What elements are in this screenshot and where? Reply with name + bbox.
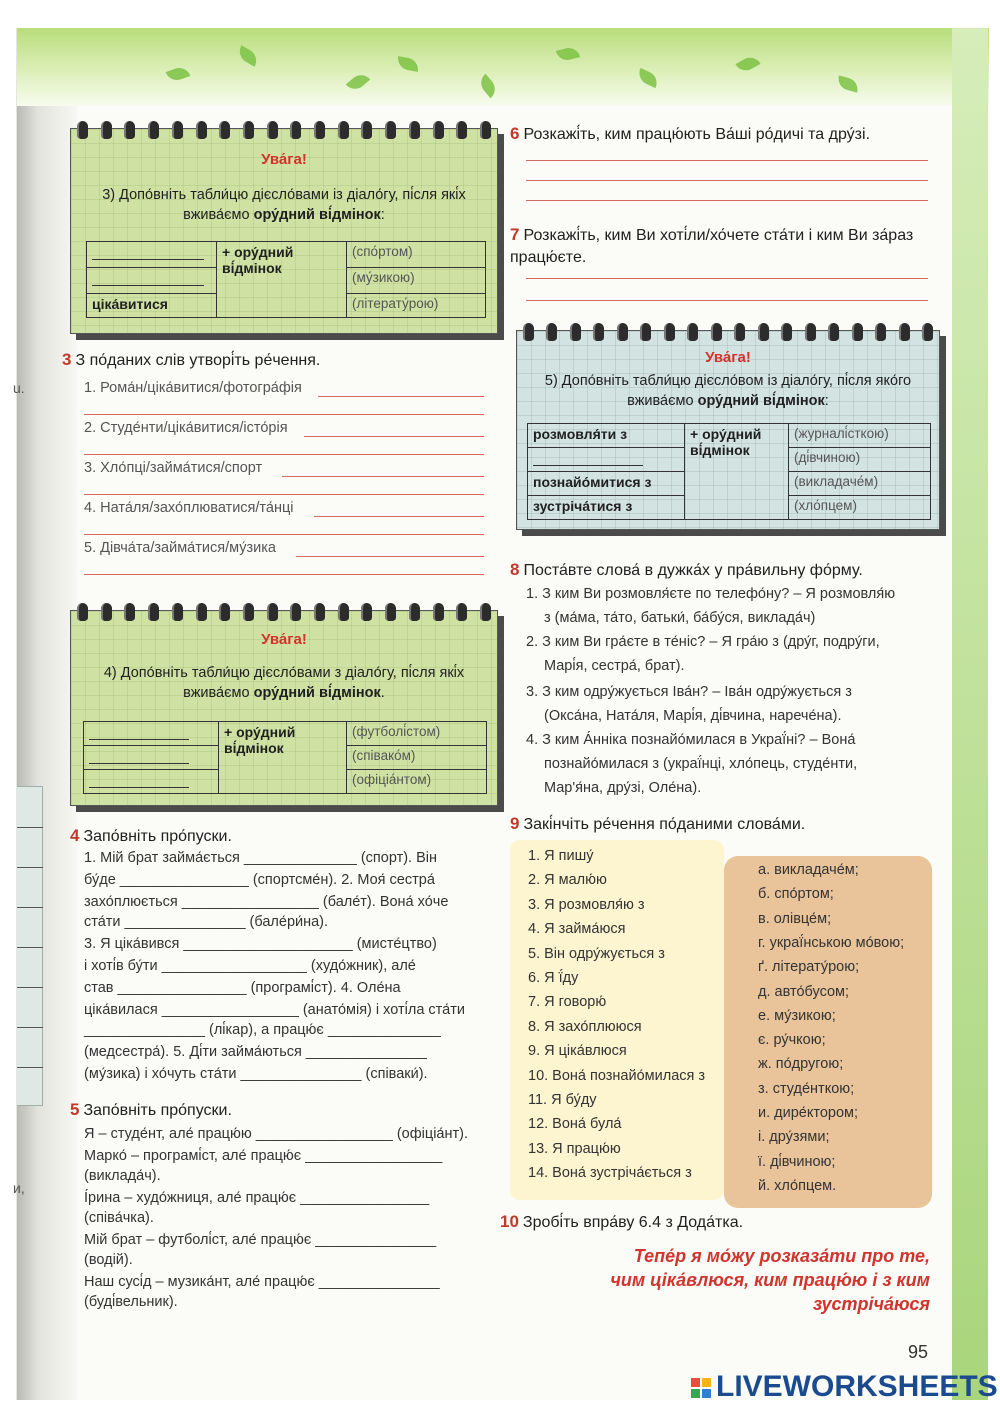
text-line: 3. З ким одру́жується Іва́н? – Іва́н одру́жується з <box>526 684 852 700</box>
paren-word: (офіціа́нтом) <box>347 770 487 794</box>
paren-word: (ді́вчиною) <box>789 448 931 472</box>
leaf-banner <box>17 28 989 106</box>
paren-word: (журналі́сткою) <box>789 424 931 448</box>
section-6-title: 6 Розкажі́ть, ким працю́ють Ва́ші ро́дичі та дру́зі. <box>510 124 871 143</box>
sentence-start: 4. Я займа́юся <box>528 921 626 938</box>
sentence-start: 8. Я захо́плююся <box>528 1018 642 1035</box>
text-line: (співа́чка). <box>84 1210 154 1226</box>
text-line: Марі́я, сестра́, брат). <box>544 658 685 674</box>
margin-fragment: u. <box>13 380 25 396</box>
attention-label: Ува́га! <box>261 631 307 648</box>
case-header: + ору́дний ві́дмінок <box>685 424 789 520</box>
text-line: 3. Я ціка́вився _____________________ (мисте́цтво) <box>84 936 437 952</box>
verb-cell: розмовля́ти з <box>528 424 685 448</box>
text-line: ціка́вилася _________________ (анато́мія) і хоті́ла ста́ти <box>84 1002 465 1018</box>
sentence-start: 7. Я говорю́ <box>528 994 607 1011</box>
text-line: 1. Мій брат займа́ється ______________ (спорт). Він <box>84 850 437 866</box>
answer-option: б. спо́ртом; <box>758 886 834 903</box>
box-instruction: 3) Допо́вніть табли́цю дієсло́вами із діало́гу, пі́сля які́х вжива́ємо ору́дний ві́дмінок: <box>102 187 466 223</box>
sentence-start: 12. Вона́ була́ <box>528 1116 622 1133</box>
attention-box-4 <box>70 610 498 806</box>
answer-option: ж. по́другою; <box>758 1056 844 1073</box>
paren-word: (спо́ртом) <box>347 242 486 268</box>
sentence-start: 5. Він одру́жується з <box>528 945 665 962</box>
text-line: і хоті́в бу́ти __________________ (худо́жник), але́ <box>84 958 416 974</box>
sentence-start: 13. Я працю́ю <box>528 1140 621 1157</box>
margin-fragment: и, <box>13 1180 25 1196</box>
text-line: бу́де ________________ (спортсме́н). 2. Моя́ сестра́ <box>84 872 435 888</box>
text-line: Мар'я́на, дру́зі, Оле́на). <box>544 780 702 796</box>
paren-word: (хло́пцем) <box>789 496 931 520</box>
text-line: з (ма́ма, та́то, батьки́, ба́бу́ся, виклада́ч) <box>544 610 816 626</box>
adjacent-page-card <box>17 786 43 1106</box>
text-line: (медсестра́). 5. Ді́ти займа́ються _______________ <box>84 1044 427 1060</box>
green-page-edge <box>952 28 988 1400</box>
conclusion-text: Тепе́р я мо́жу розказа́ти про те, чим ціка́влюся, ким працю́ю і з ким зустріча́юся <box>610 1246 930 1314</box>
list-item: 4. Ната́ля/захо́плюватися/та́нці <box>84 500 294 516</box>
answer-option: з. студе́нткою; <box>758 1080 855 1097</box>
text-line: Мій брат – футболі́ст, але́ працю́є _______________ <box>84 1232 437 1248</box>
sentence-start: 3. Я розмовля́ю з <box>528 896 645 913</box>
box-instruction: 4) Допо́вніть табли́цю дієсло́вами з діало́гу, пі́сля які́х вжива́ємо ору́дний ві́дмінок. <box>103 665 465 701</box>
paren-word: (футболі́стом) <box>347 722 487 746</box>
book-spine-shadow <box>17 28 77 1400</box>
liveworksheets-logo[interactable]: LIVEWORKSHEETS <box>690 1370 998 1404</box>
spiral-rings <box>77 121 491 141</box>
verb-table <box>86 241 486 318</box>
section-10-title: 10 Зробі́ть впра́ву 6.4 з Дода́тка. <box>500 1212 744 1231</box>
attention-box-3 <box>70 128 498 334</box>
text-line: Наш сусі́д – музика́нт, але́ працю́є _______________ <box>84 1274 440 1290</box>
paren-word: (му́зикою) <box>347 268 486 294</box>
case-header: + ору́дний ві́дмінок <box>219 722 347 794</box>
text-line: 4. З ким А́нніка познайо́милася в Украї́ні? – Вона́ <box>526 732 856 748</box>
answer-option: й. хло́пцем. <box>758 1177 837 1194</box>
answer-option: д. авто́бусом; <box>758 983 850 1000</box>
section-5-title: 5 Запо́вніть про́пуски. <box>70 1100 232 1119</box>
list-item: 2. Студе́нти/ціка́витися/істо́рія <box>84 420 288 436</box>
paren-word: (літерату́рою) <box>347 294 486 318</box>
text-line: Я – студе́нт, але́ працю́ю _________________ (офіціа́нт). <box>84 1126 468 1142</box>
text-line: І́рина – худо́жниця, але́ працю́є ________________ <box>84 1190 430 1206</box>
section-3-title: 3 З по́даних слів утворі́ть ре́чення. <box>62 350 321 369</box>
answer-option: ї. ді́вчиною; <box>758 1153 836 1170</box>
section-9-title: 9 Закі́нчіть ре́чення по́даними слова́ми. <box>510 814 806 833</box>
box-instruction: 5) Допо́вніть табли́цю дієсло́вом із діало́гу, пі́сля яко́го вжива́ємо ору́дний ві́дмінок: <box>544 373 912 409</box>
case-header: + ору́дний ві́дмінок <box>217 242 347 318</box>
verb-cell: познайо́митися з <box>528 472 685 496</box>
blank-cell[interactable] <box>84 746 219 770</box>
sentence-start: 10. Вона́ познайо́милася з <box>528 1067 706 1084</box>
sentence-start: 1. Я пишу́ <box>528 848 594 864</box>
section-8-title: 8 Поста́вте слова́ в дужка́х у пра́вильну фо́рму. <box>510 560 863 579</box>
list-item: 3. Хло́пці/займа́тися/спорт <box>84 460 263 476</box>
sentence-start: 2. Я малю́ю <box>528 872 607 889</box>
text-line: _______________ (лі́кар), а працю́є ______________ <box>84 1022 441 1038</box>
text-line: (буді́вельник). <box>84 1294 178 1310</box>
answer-option: г. украї́нською мо́вою; <box>758 934 905 951</box>
text-line: ста́ти _______________ (бале́ри́на). <box>84 914 329 930</box>
answer-option: ґ. літерату́рою; <box>758 959 860 976</box>
attention-label: Ува́га! <box>261 151 307 168</box>
section-7-title: 7 Розкажі́ть, ким Ви хоті́ли/хо́чете ста́ти і ким Ви за́раз працю́єте. <box>510 225 914 266</box>
sentence-start: 11. Я бу́ду <box>528 1092 597 1108</box>
section-4-title: 4 Запо́вніть про́пуски. <box>70 826 232 845</box>
answer-option: і. дру́зями; <box>758 1129 830 1146</box>
page-number: 95 <box>908 1342 929 1362</box>
verb-table <box>83 721 487 794</box>
text-line: (Окса́на, Ната́ля, Марі́я, ді́вчина, нарече́на). <box>544 708 842 724</box>
sentence-start: 14. Вона́ зустріча́ється з <box>528 1165 692 1182</box>
attention-label: Ува́га! <box>705 349 751 366</box>
text-line: 2. З ким Ви гра́єте в те́ніс? – Я гра́ю з (дру́г, подру́ги, <box>526 634 880 650</box>
text-line: (виклада́ч). <box>84 1168 161 1184</box>
list-item: 5. Дівча́та/займа́тися/му́зика <box>84 540 276 556</box>
blank-cell[interactable] <box>528 448 685 472</box>
paren-word: (співако́м) <box>347 746 487 770</box>
verb-table <box>527 423 931 520</box>
text-line: захо́плюється _________________ (бале́т). Вона́ хо́че <box>84 894 449 910</box>
blank-cell[interactable] <box>87 268 217 294</box>
blank-cell[interactable] <box>84 722 219 746</box>
answer-option: в. олівце́м; <box>758 910 832 927</box>
blank-cell[interactable] <box>84 770 219 794</box>
text-line: (водій). <box>84 1252 133 1268</box>
sentence-start: 9. Я ціка́влюся <box>528 1043 627 1060</box>
list-item: 1. Рома́н/ціка́витися/фотогра́фія <box>84 380 302 396</box>
answer-option: е. му́зикою; <box>758 1007 836 1024</box>
text-line: Марко́ – програмі́ст, але́ працю́є _________________ <box>84 1148 443 1164</box>
verb-cell: ціка́витися <box>87 294 217 318</box>
answer-option: а. викладаче́м; <box>758 862 859 878</box>
paren-word: (викладаче́м) <box>789 472 931 496</box>
text-line: познайо́милася з (украї́нці, хло́пець, студе́нти, <box>544 756 858 772</box>
attention-box-5 <box>516 330 940 530</box>
answer-option: є. ру́чкою; <box>758 1032 826 1049</box>
verb-cell: зустріча́тися з <box>528 496 685 520</box>
text-line: 1. З ким Ви розмовля́єте по телефо́ну? – Я розмовля́ю <box>526 586 896 602</box>
answer-option: и. дире́ктором; <box>758 1105 859 1121</box>
text-line: (му́зика) і хо́чуть ста́ти _______________ (співаки́). <box>84 1066 428 1082</box>
blank-cell[interactable] <box>87 242 217 268</box>
text-line: став ________________ (програмі́ст). 4. Оле́на <box>84 980 401 996</box>
sentence-start: 6. Я ї́ду <box>528 970 579 986</box>
